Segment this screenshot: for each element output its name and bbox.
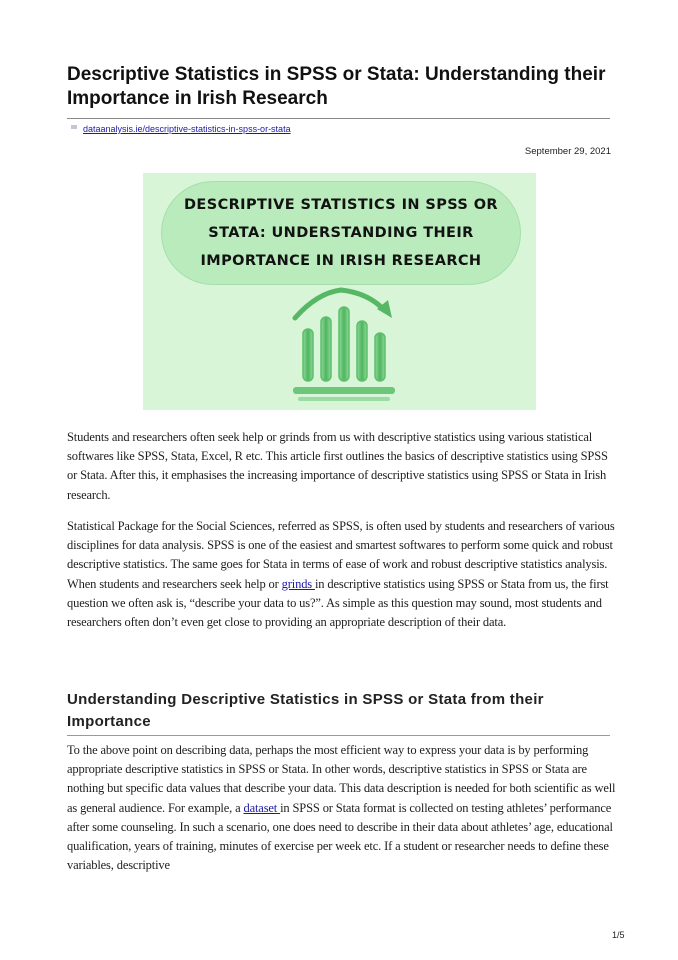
grinds-link[interactable]: grinds bbox=[281, 576, 315, 591]
paragraph-text: in descriptive statistics using SPSS or Stata from us, the first question we often ask is, “describe your data to us?”. As simple as this question may sound, most students and researchers often don’t even get close to providing an appropriate description of their data. bbox=[67, 576, 609, 630]
source-url-link[interactable]: dataanalysis.ie/descriptive-statistics-in-spss-or-stata bbox=[83, 124, 291, 134]
paragraph-text: To the above point on describing data, perhaps the most efficient way to express your data is by performing appropriate descriptive statistics in SPSS or Stata. In other words, descriptive statistics in SPSS or Stata are nothing but specific data values that describe your data. This data description is needed for both scientific as well as general audience. For example, a bbox=[67, 743, 616, 815]
page-number: 1/5 bbox=[612, 930, 625, 940]
title-divider bbox=[67, 118, 610, 119]
hero-banner bbox=[161, 181, 521, 285]
page-title: Descriptive Statistics in SPSS or Stata: Understanding their Importance in Irish Research bbox=[67, 64, 606, 109]
describing-data-paragraph bbox=[67, 741, 617, 875]
section-heading: Understanding Descriptive Statistics in SPSS or Stata from their Importance bbox=[67, 691, 544, 730]
intro-paragraph: Students and researchers often seek help or grinds from us with descriptive statistics using various statistical softwares like SPSS, Stata, Excel, R etc. This article first outlines the basics of descriptive statistics using SPSS or Stata. After this, it emphasises the increasing importance of descriptive statistics using SPSS or Stata in Irish research. bbox=[67, 430, 608, 502]
dataset-link[interactable]: dataset bbox=[243, 800, 281, 815]
bar-chart-decline-icon bbox=[289, 285, 399, 407]
heading-divider bbox=[67, 735, 610, 736]
hero-image bbox=[143, 173, 536, 410]
paragraph-text: Statistical Package for the Social Sciences, referred as SPSS, is often used by students and researchers of various disciplines for data analysis. SPSS is one of the easiest and smartest softwares to perform some quick and robust descriptive statistics. The same goes for Stata in terms of ease of work and robust descriptive statistics analysis. When students and researchers seek help or bbox=[67, 519, 615, 591]
link-bullet-icon bbox=[71, 125, 77, 129]
publish-date: September 29, 2021 bbox=[524, 146, 611, 157]
spss-paragraph bbox=[67, 517, 617, 632]
hero-banner-text: DESCRIPTIVE STATISTICS IN SPSS OR STATA: UNDERSTANDING THEIR IMPORTANCE IN IRISH RESEARCH bbox=[183, 197, 499, 269]
paragraph-text: in SPSS or Stata format is collected on testing athletes’ performance after some counseling. In such a scenario, one does need to describe in their data about athletes’ age, educational qualification, years of training, minutes of exercise per week etc. If a student or researcher needs to define these variables, descriptive bbox=[67, 800, 613, 873]
